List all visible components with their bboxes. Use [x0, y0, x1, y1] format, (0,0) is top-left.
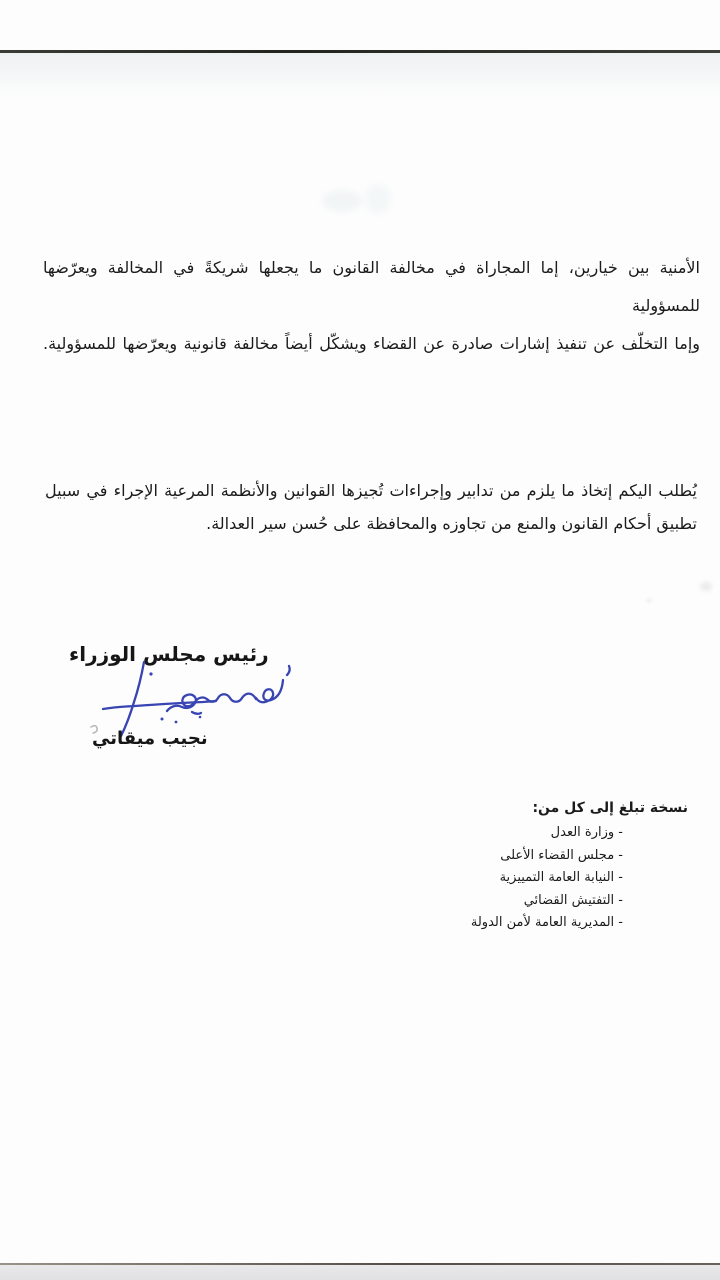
scan-ghost-smudge	[700, 582, 712, 591]
cc-list-header: نسخة تبلغ إلى كل من:	[532, 800, 688, 816]
body-line: الأمنية بين خيارين، إما المجاراة في مخالفة القانون ما يجعلها شريكةً في المخالفة ويعرّضها للمسؤولية	[43, 258, 700, 315]
cc-list-item: - النيابة العامة التمييزية	[499, 870, 623, 886]
scan-ghost-smudge	[322, 190, 362, 212]
cc-list-item: - التفتيش القضائي	[523, 892, 623, 908]
signatory-title: رئيس مجلس الوزراء	[69, 642, 269, 666]
cc-list-item: - المديرية العامة لأمن الدولة	[470, 915, 623, 931]
cc-list	[471, 822, 623, 935]
cc-list-item: - وزارة العدل	[550, 825, 623, 840]
scan-ghost-smudge	[646, 598, 652, 603]
scan-top-shadow-band	[0, 53, 720, 97]
body-paragraph-1	[43, 249, 700, 363]
body-line: تطبيق أحكام القانون والمنع من تجاوزه والمحافظة على حُسن سير العدالة.	[206, 514, 697, 533]
body-line: يُطلب اليكم إتخاذ ما يلزم من تدابير وإجراءات تُجيزها القوانين والأنظمة المرعية الإجراء في سبيل	[45, 481, 697, 500]
signatory-name: نجيب ميقاتي	[92, 728, 208, 749]
cc-list-item: - مجلس القضاء الأعلى	[500, 847, 623, 863]
scan-ghost-smudge	[365, 184, 391, 214]
body-line: وإما التخلّف عن تنفيذ إشارات صادرة عن القضاء ويشكّل أيضاً مخالفة قانونية ويعرّضها للمسؤولية.	[43, 334, 700, 353]
body-paragraph-2	[45, 474, 697, 540]
scan-bottom-margin-band	[0, 1265, 720, 1280]
